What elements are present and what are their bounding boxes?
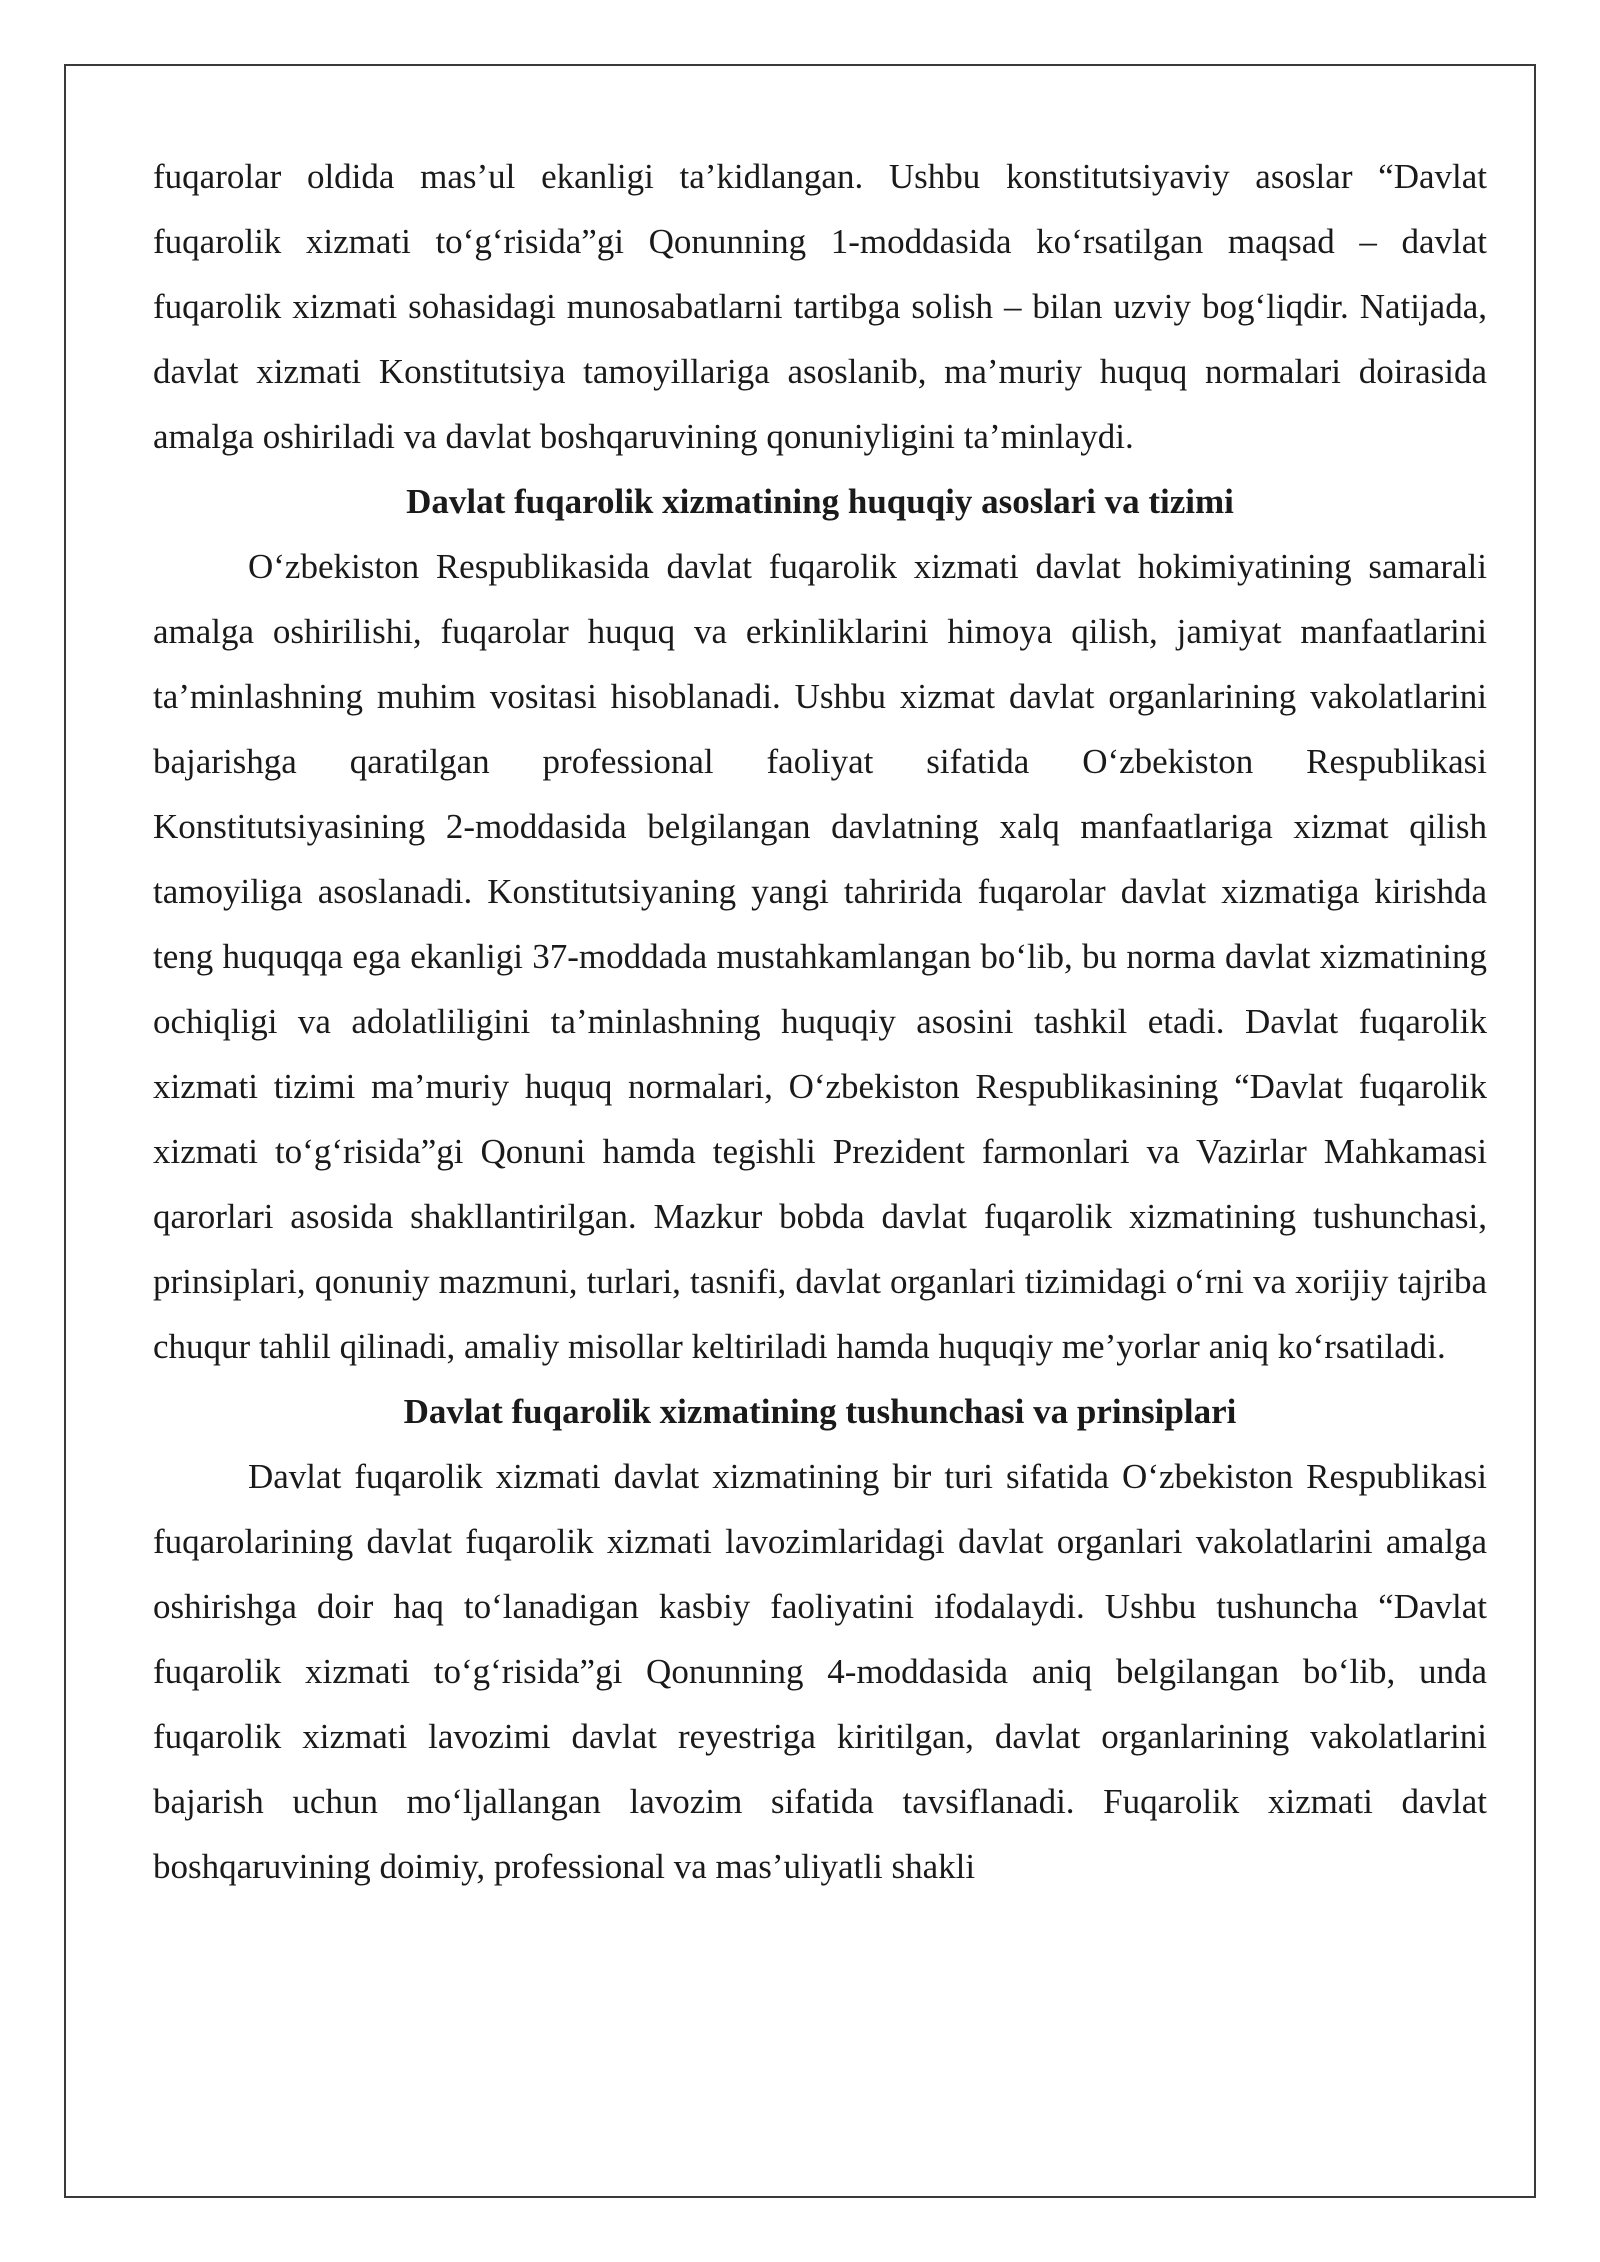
- paragraph-legal-basis: O‘zbekiston Respublikasida davlat fuqarolik xizmati davlat hokimiyatining samarali amalga oshirilishi, fuqarolar huquq va erkinliklarini himoya qilish, jamiyat manfaatlarini ta’minlashning muhim vositasi hisoblanadi. Ushbu xizmat davlat organlarining vakolatlarini bajarishga qaratilgan professional faoliyat sifatida O‘zbekiston Respublikasi Konstitutsiyasining 2-moddasida belgilangan davlatning xalq manfaatlariga xizmat qilish tamoyiliga asoslanadi. Konstitutsiyaning yangi tahririda fuqarolar davlat xizmatiga kirishda teng huquqqa ega ekanligi 37-moddada mustahkamlangan bo‘lib, bu norma davlat xizmatining ochiqligi va adolatliligini ta’minlashning huquqiy asosini tashkil etadi. Davlat fuqarolik xizmati tizimi ma’muriy huquq normalari, O‘zbekiston Respublikasining “Davlat fuqarolik xizmati to‘g‘risida”gi Qonuni hamda tegishli Prezident farmonlari va Vazirlar Mahkamasi qarorlari asosida shakllantirilgan. Mazkur bobda davlat fuqarolik xizmatining tushunchasi, prinsiplari, qonuniy mazmuni, turlari, tasnifi, davlat organlari tizimidagi o‘rni va xorijiy tajriba chuqur tahlil qilinadi, amaliy misollar keltiriladi hamda huquqiy me’yorlar aniq ko‘rsatiladi.: [153, 547, 1487, 1366]
- section-heading-legal-basis: Davlat fuqarolik xizmatining huquqiy asoslari va tizimi: [406, 482, 1234, 521]
- section-heading-concept-principles: Davlat fuqarolik xizmatining tushunchasi va prinsiplari: [403, 1392, 1237, 1431]
- paragraph-concept: Davlat fuqarolik xizmati davlat xizmatining bir turi sifatida O‘zbekiston Respublikasi fuqarolarining davlat fuqarolik xizmati lavozimlaridagi davlat organlari vakolatlarini amalga oshirishga doir haq to‘lanadigan kasbiy faoliyatini ifodalaydi. Ushbu tushuncha “Davlat fuqarolik xizmati to‘g‘risida”gi Qonunning 4-moddasida aniq belgilangan bo‘lib, unda fuqarolik xizmati lavozimi davlat reyestriga kiritilgan, davlat organlarining vakolatlarini bajarish uchun mo‘ljallangan lavozim sifatida tavsiflanadi. Fuqarolik xizmati davlat boshqaruvining doimiy, professional va mas’uliyatli shakli: [153, 1457, 1487, 1886]
- paragraph-intro-continuation: fuqarolar oldida mas’ul ekanligi ta’kidlangan. Ushbu konstitutsiyaviy asoslar “Davlat fuqarolik xizmati to‘g‘risida”gi Qonunning 1-moddasida ko‘rsatilgan maqsad – davlat fuqarolik xizmati sohasidagi munosabatlarni tartibga solish – bilan uzviy bog‘liqdir. Natijada, davlat xizmati Konstitutsiya tamoyillariga asoslanib, ma’muriy huquq normalari doirasida amalga oshiriladi va davlat boshqaruvining qonuniyligini ta’minlaydi.: [153, 157, 1487, 456]
- document-body: [153, 144, 1487, 1899]
